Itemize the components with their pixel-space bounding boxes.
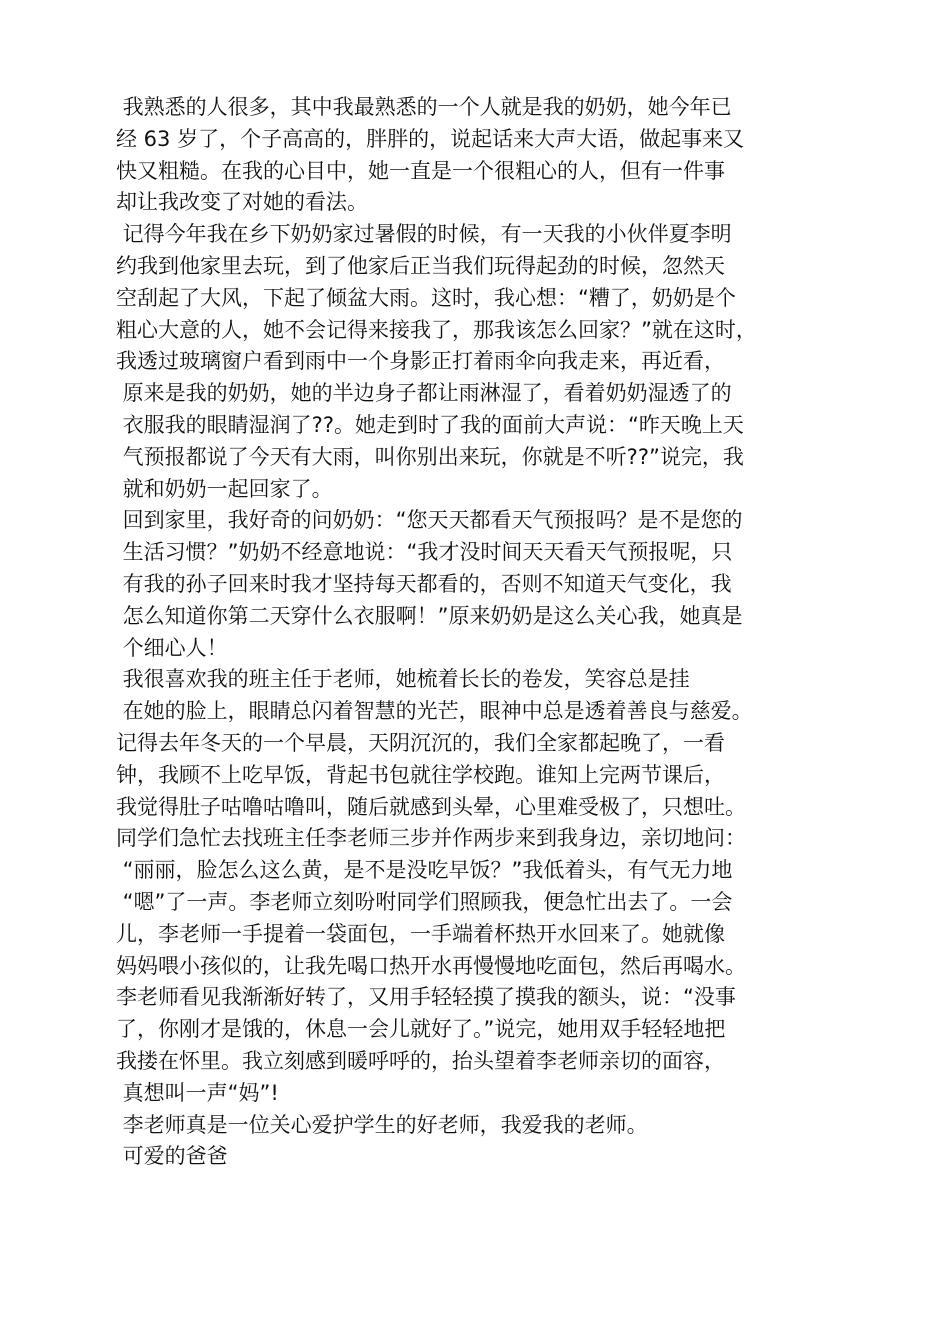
- text-line: 怎么知道你第二天穿什么衣服啊！”原来奶奶是这么关心我，她真是: [116, 603, 743, 628]
- text-line: “嗯”了一声。李老师立刻吩咐同学们照顾我，便急忙出去了。一会: [116, 889, 733, 914]
- text-line: 却让我改变了对她的看法。: [116, 190, 368, 215]
- text-line: 我觉得肚子咕噜咕噜叫，随后就感到头晕，心里难受极了，只想吐。: [116, 794, 746, 819]
- text-line: 我透过玻璃窗户看到雨中一个身影正打着雨伞向我走来，再近看，: [116, 349, 725, 374]
- text-line: 妈妈喂小孩似的，让我先喝口热开水再慢慢地吃面包，然后再喝水。: [116, 953, 746, 978]
- text-line: 在她的脸上，眼睛总闪着智慧的光芒，眼神中总是透着善良与慈爱。: [116, 699, 753, 724]
- text-line: 快又粗糙。在我的心目中，她一直是一个很粗心的人，但有一件事: [116, 158, 725, 183]
- text-line: 有我的孙子回来时我才坚持每天都看的，否则不知道天气变化，我: [116, 571, 732, 596]
- text-line: 回到家里，我好奇的问奶奶：“您天天都看天气预报吗？是不是您的: [116, 508, 743, 533]
- text-line: 生活习惯？”奶奶不经意地说：“我才没时间天天看天气预报呢，只: [116, 540, 733, 565]
- text-line: 气预报都说了今天有大雨，叫你别出来玩，你就是不听??”说完，我: [116, 444, 744, 469]
- text-line: 李老师看见我渐渐好转了，又用手轻轻摸了摸我的额头，说：“没事: [116, 985, 736, 1010]
- text-line: 就和奶奶一起回家了。: [116, 476, 333, 501]
- text-line: 衣服我的眼睛湿润了??。她走到时了我的面前大声说：“昨天晚上天: [116, 412, 744, 437]
- text-line: 我熟悉的人很多，其中我最熟悉的一个人就是我的奶奶，她今年已: [116, 95, 732, 119]
- text-line: 约我到他家里去玩，到了他家后正当我们玩得起劲的时候，忽然天: [116, 253, 725, 278]
- text-line: 儿，李老师一手提着一袋面包，一手端着杯热开水回来了。她就像: [116, 921, 725, 946]
- essay-text: [116, 92, 846, 1173]
- text-line: 我搂在怀里。我立刻感到暖呼呼的，抬头望着李老师亲切的面容，: [116, 1048, 725, 1073]
- text-line: 我很喜欢我的班主任于老师，她梳着长长的卷发，笑容总是挂: [116, 667, 690, 692]
- text-line: 李老师真是一位关心爱护学生的好老师，我爱我的老师。: [116, 1112, 648, 1137]
- text-line: 粗心大意的人，她不会记得来接我了，那我该怎么回家？”就在这时，: [116, 317, 757, 342]
- text-line: 个细心人！: [116, 635, 228, 660]
- text-line: 了，你刚才是饿的，休息一会儿就好了。”说完，她用双手轻轻地把: [116, 1017, 726, 1042]
- text-line: 同学们急忙去找班主任李老师三步并作两步来到我身边，亲切地问：: [116, 826, 746, 851]
- text-line: 经 63 岁了，个子高高的，胖胖的，说起话来大声大语，做起事来又: [116, 126, 745, 151]
- text-line: “丽丽，脸怎么这么黄，是不是没吃早饭？”我低着头，有气无力地: [116, 858, 733, 883]
- text-line: 记得去年冬天的一个早晨，天阴沉沉的，我们全家都起晚了，一看: [116, 730, 725, 755]
- text-line: 钟，我顾不上吃早饭，背起书包就往学校跑。谁知上完两节课后，: [116, 762, 725, 787]
- text-line: 可爱的爸爸: [116, 1144, 228, 1169]
- text-line: 空刮起了大风，下起了倾盆大雨。这时，我心想：“糟了，奶奶是个: [116, 285, 736, 310]
- text-line: 记得今年我在乡下奶奶家过暑假的时候，有一天我的小伙伴夏李明: [116, 222, 732, 247]
- text-line: 真想叫一声“妈”!: [116, 1080, 279, 1105]
- text-line: 原来是我的奶奶，她的半边身子都让雨淋湿了，看着奶奶湿透了的: [116, 381, 732, 406]
